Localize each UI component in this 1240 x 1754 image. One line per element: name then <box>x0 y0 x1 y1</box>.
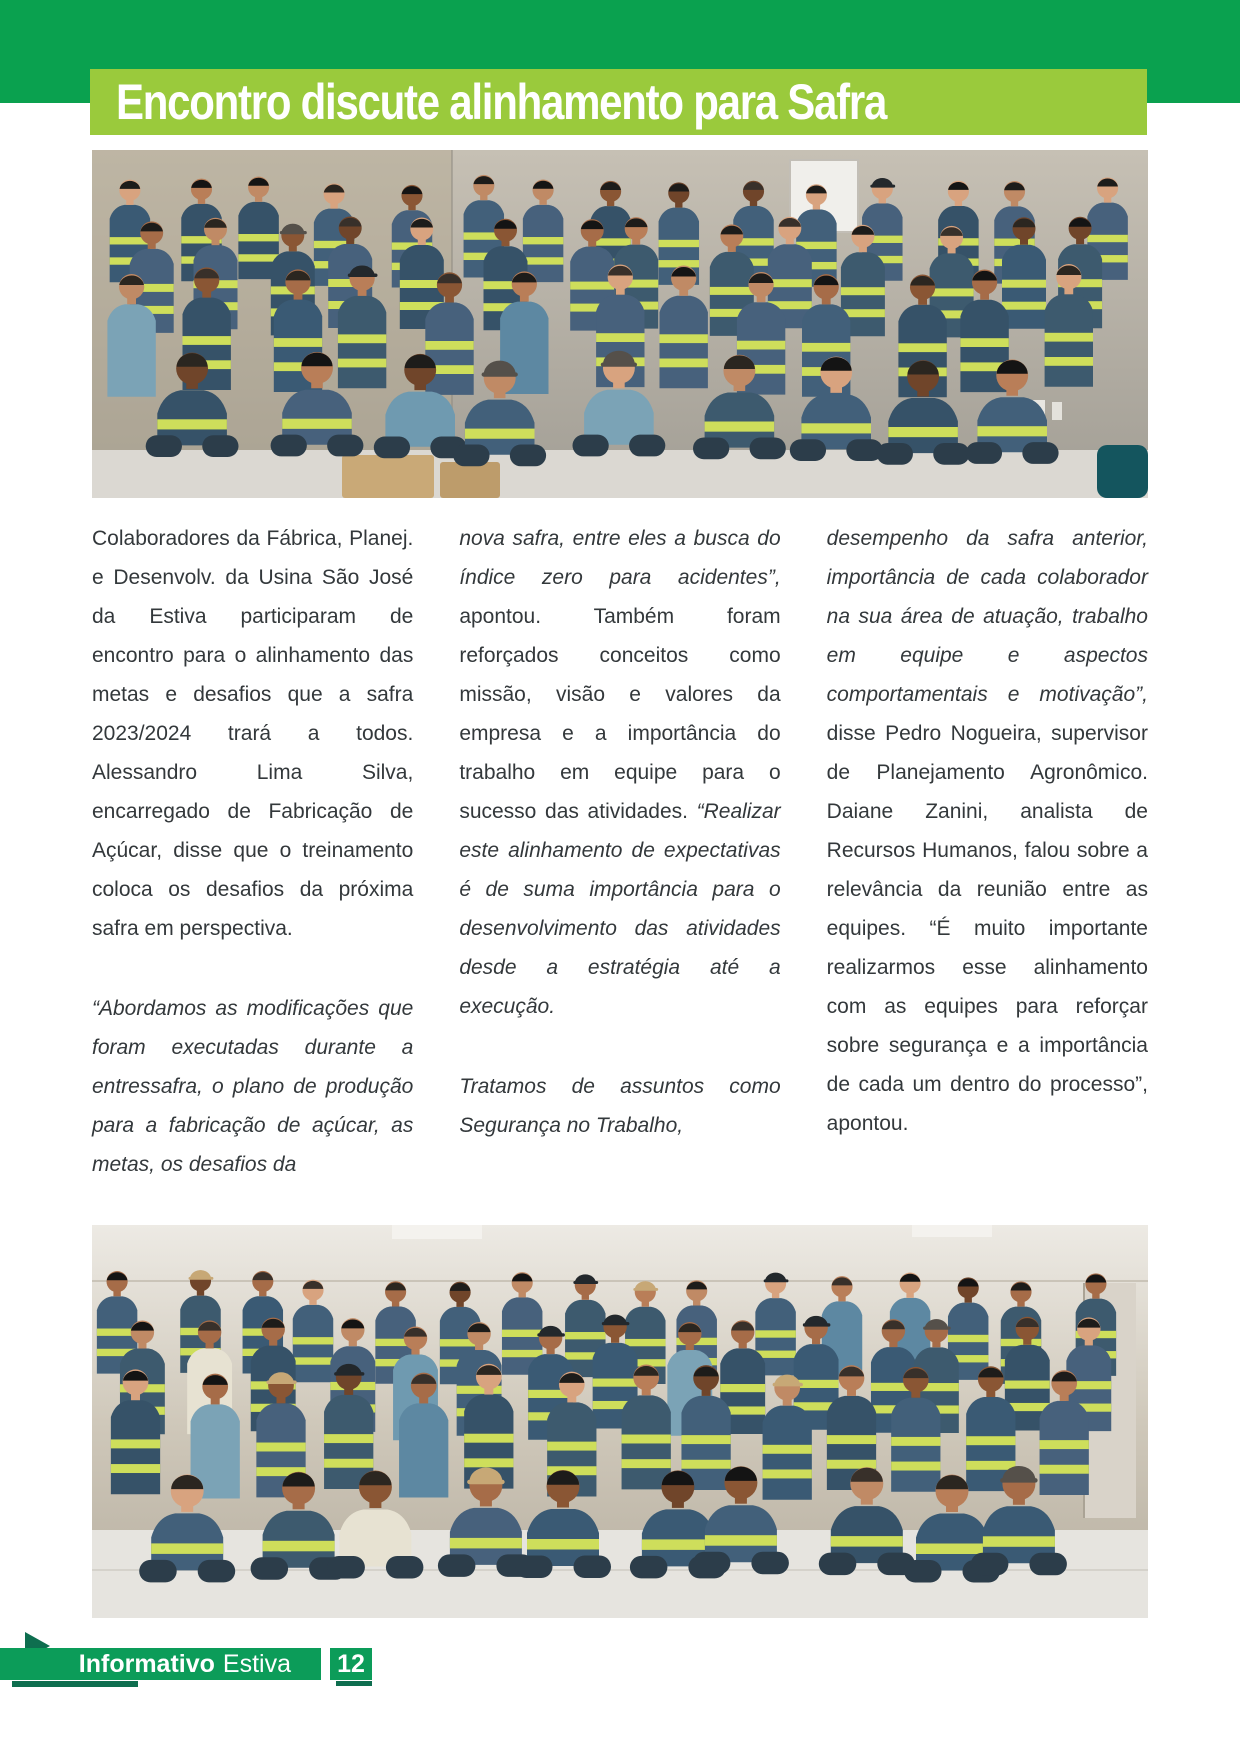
article-body <box>92 519 1148 1184</box>
text-column-3 <box>827 519 1148 1184</box>
page-title: Encontro discute alinhamento para Safra <box>116 74 887 130</box>
page-number: 12 <box>337 1649 365 1678</box>
page-number-badge <box>330 1648 372 1680</box>
text-column-1 <box>92 519 413 1184</box>
paragraph-quote: Tratamos de assuntos como Segurança no Trabalho, <box>459 1075 781 1137</box>
footer-underline <box>12 1681 138 1687</box>
paragraph-quote: “Abordamos as modificações que foram executadas durante a entressafra, o plano de produção para a fabricação de açúcar, as metas, os desafios da <box>92 997 414 1176</box>
footer-newsletter-bar <box>0 1648 321 1680</box>
newsletter-name-bold: Informativo <box>78 1649 215 1678</box>
text-column-2 <box>459 519 780 1184</box>
article-title-banner <box>90 69 1147 135</box>
group-photo-top <box>92 150 1148 498</box>
page-number-underline <box>336 1681 372 1686</box>
paragraph-quote-continued: nova safra, entre eles a busca do índice zero para acidentes”, apontou. Também foram reforçados conceitos como missão, visão e valores da empresa e a importância do trabalho em equipe para o sucesso das atividades. “Realizar este alinhamento de expectativas é de suma importância para o desenvolvimento das atividades desde a estratégia até a execução. <box>459 527 781 1018</box>
newsletter-name-regular: Estiva <box>222 1649 291 1678</box>
group-photo-bottom <box>92 1225 1148 1618</box>
paragraph-intro: Colaboradores da Fábrica, Planej. e Desenvolv. da Usina São José da Estiva participaram de encontro para o alinhamento das metas e desafios que a safra 2023/2024 trará a todos. Alessandro Lima Silva, encarregado de Fabricação de Açúcar, disse que o treinamento coloca os desafios da próxima safra em perspectiva. <box>92 527 414 940</box>
paragraph-quote-continued: desempenho da safra anterior, importância de cada colaborador na sua área de atuação, trabalho em equipe e aspectos comportamentais e motivação”, disse Pedro Nogueira, supervisor de Planejamento Agronômico. Daiane Zanini, analista de Recursos Humanos, falou sobre a relevância da reunião entre as equipes. “É muito importante realizarmos esse alinhamento com as equipes para reforçar sobre segurança e a importância de cada um dentro do processo”, apontou. <box>826 527 1148 1135</box>
